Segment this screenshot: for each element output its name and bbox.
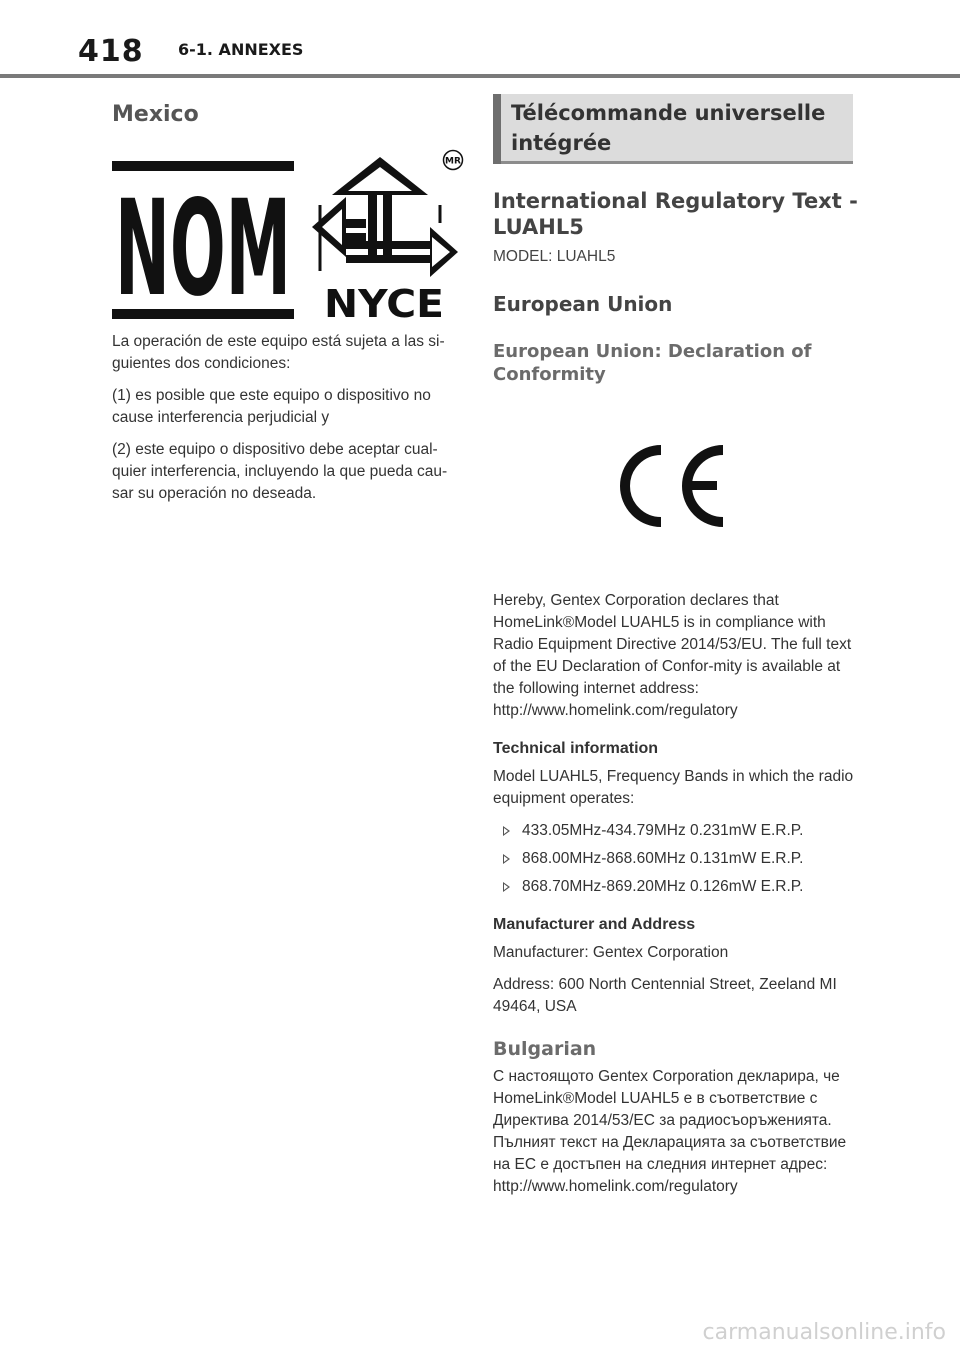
svg-text:NOM: NOM bbox=[115, 172, 291, 319]
list-item: 433.05MHz-434.79MHz 0.231mW E.R.P. bbox=[493, 820, 863, 842]
eu-declaration-heading: European Union: Declaration of Conformity bbox=[493, 341, 812, 385]
page-header bbox=[0, 0, 960, 78]
triangle-bullet-icon bbox=[503, 854, 510, 864]
triangle-bullet-icon bbox=[503, 826, 510, 836]
certification-logos bbox=[112, 156, 462, 331]
technical-info-heading: Technical information bbox=[493, 740, 659, 757]
declaration-paragraph: Hereby, Gentex Corporation declares that HomeLink®Model LUAHL5 is in compliance with Radio Equipment Directive 2014/53/EU. The full text of the EU Declaration of Confor-mity is available at the following internet address: http://www.homelink.com/regulatory bbox=[493, 592, 852, 719]
bulgarian-heading: Bulgarian bbox=[493, 1038, 597, 1060]
paragraph-condition-1: (1) es posible que este equipo o dispositivo no cause interferencia perjudicial y bbox=[112, 387, 431, 426]
svg-text:MR: MR bbox=[445, 156, 461, 167]
mr-mark-icon bbox=[442, 149, 464, 171]
chapter-title: 6-1. ANNEXES bbox=[178, 40, 304, 59]
paragraph-condition-2: (2) este equipo o dispositivo debe aceptar cual-quier interferencia, incluyendo la que pueda cau-sar su operación no deseada. bbox=[112, 441, 448, 502]
manufacturer-heading: Manufacturer and Address bbox=[493, 916, 696, 933]
nom-logo-icon bbox=[112, 161, 294, 319]
watermark: carmanualsonline.info bbox=[702, 1320, 946, 1345]
left-column bbox=[112, 96, 462, 515]
ce-mark-icon bbox=[611, 444, 727, 528]
list-item: 868.00MHz-868.60MHz 0.131mW E.R.P. bbox=[493, 848, 863, 870]
intl-regulatory-heading: International Regulatory Text - LUAHL5 bbox=[493, 189, 858, 239]
page-number: 418 bbox=[78, 34, 144, 69]
model-text: MODEL: LUAHL5 bbox=[493, 248, 616, 265]
eu-heading: European Union bbox=[493, 292, 673, 316]
svg-text:NYCE: NYCE bbox=[324, 282, 444, 319]
section-title-line1: Télécommande universelle bbox=[511, 101, 826, 125]
address-text: Address: 600 North Centennial Street, Zeeland MI 49464, USA bbox=[493, 976, 837, 1015]
triangle-bullet-icon bbox=[503, 882, 510, 892]
manufacturer-text: Manufacturer: Gentex Corporation bbox=[493, 944, 729, 961]
right-column bbox=[493, 94, 863, 1208]
frequency-bands-list bbox=[493, 820, 863, 898]
section-title-line2: intégrée bbox=[511, 131, 612, 155]
bulgarian-text: С настоящото Gentex Corporation декларира, че HomeLink®Model LUAHL5 е в съответствие с Директива 2014/53/ЕС за радиосъоръженията. Пълният текст на Декларацията за съответствие на ЕС е достъпен на следния интернет адрес: http://www.homelink.com/regulatory bbox=[493, 1068, 847, 1195]
mexico-heading: Mexico bbox=[112, 102, 199, 127]
section-title-box bbox=[493, 94, 853, 164]
nyce-logo-icon bbox=[312, 149, 464, 319]
paragraph-conditions: La operación de este equipo está sujeta a las si-guientes dos condiciones: bbox=[112, 333, 445, 372]
technical-info-text: Model LUAHL5, Frequency Bands in which the radio equipment operates: bbox=[493, 768, 854, 807]
header-divider bbox=[0, 74, 960, 78]
list-item: 868.70MHz-869.20MHz 0.126mW E.R.P. bbox=[493, 876, 863, 898]
